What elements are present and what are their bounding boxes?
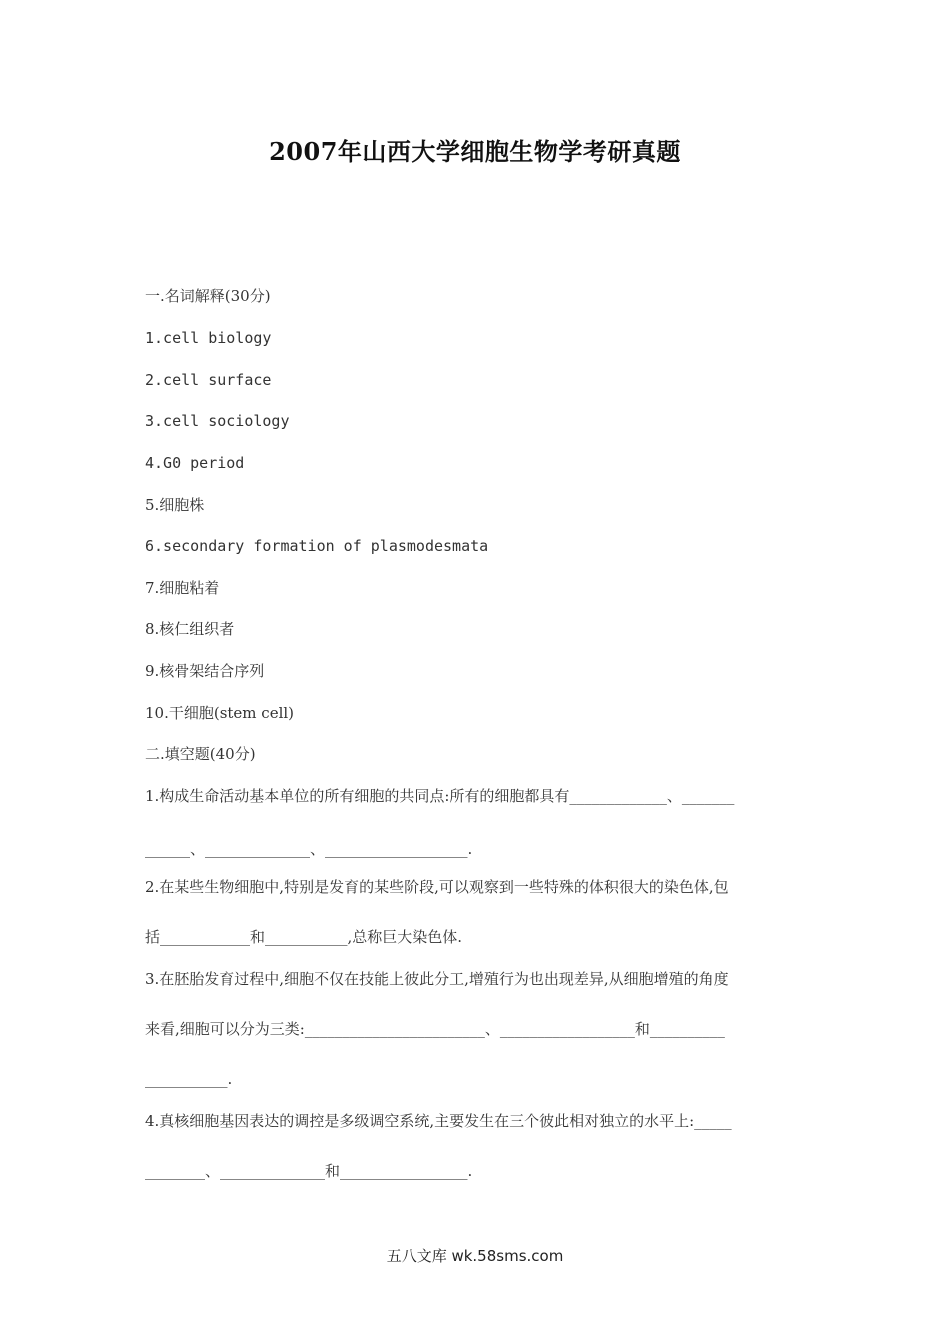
term-item-9: 9.核骨架结合序列 — [145, 662, 265, 680]
fill-question-2-line-1: 2.在某些生物细胞中,特别是发育的某些阶段,可以观察到一些特殊的体积很大的染色体,包 — [145, 878, 729, 896]
term-item-10: 10.干细胞(stem cell) — [145, 704, 295, 722]
fill-question-4-line-1: 4.真核细胞基因表达的调控是多级调空系统,主要发生在三个彼此相对独立的水平上:_____ — [145, 1112, 732, 1130]
fill-question-1-line-1: 1.构成生命活动基本单位的所有细胞的共同点:所有的细胞都具有_____________、_______ — [145, 787, 735, 805]
fill-question-4-line-2: ________、______________和_________________. — [145, 1162, 473, 1180]
fill-question-3-line-1: 3.在胚胎发育过程中,细胞不仅在技能上彼此分工,增殖行为也出现差异,从细胞增殖的角度 — [145, 970, 729, 988]
term-item-7: 7.细胞粘着 — [145, 579, 220, 597]
term-item-6: 6.secondary formation of plasmodesmata — [145, 537, 489, 555]
fill-question-3-line-3: ___________. — [145, 1070, 233, 1088]
section2-heading: 二.填空题(40分) — [145, 745, 256, 763]
page-title: 2007年山西大学细胞生物学考研真题 — [269, 137, 681, 166]
fill-question-1-line-2: ______、______________、___________________. — [145, 840, 473, 858]
term-item-3: 3.cell sociology — [145, 412, 290, 430]
term-item-5: 5.细胞株 — [145, 496, 205, 514]
section1-heading: 一.名词解释(30分) — [145, 287, 271, 305]
term-item-8: 8.核仁组织者 — [145, 620, 235, 638]
term-item-4: 4.G0 period — [145, 454, 245, 472]
fill-question-3-line-2: 来看,细胞可以分为三类:________________________、__________________和__________ — [145, 1020, 725, 1038]
fill-question-2-line-2: 括____________和___________,总称巨大染色体. — [145, 928, 463, 946]
term-item-1: 1.cell biology — [145, 329, 272, 347]
term-item-2: 2.cell surface — [145, 371, 272, 389]
footer-watermark: 五八文库 wk.58sms.com — [386, 1247, 564, 1265]
